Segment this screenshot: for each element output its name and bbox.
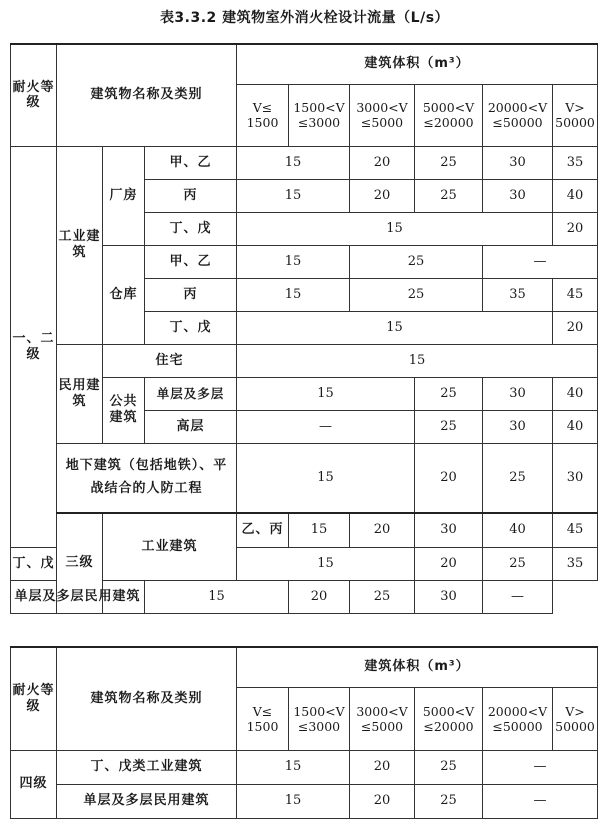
value-cell: 25 <box>415 750 483 784</box>
continuation-flow-table <box>10 646 598 819</box>
value-cell: 25 <box>483 547 553 580</box>
value-cell: — <box>483 580 553 613</box>
subcategory-public: 公共建筑 <box>103 377 145 443</box>
value-cell: 45 <box>553 278 598 311</box>
value-cell: 20 <box>350 750 415 784</box>
value-cell: 20 <box>553 212 598 245</box>
category-industrial: 工业建筑 <box>57 146 103 344</box>
hazard-jia-yi: 甲、乙 <box>145 146 237 179</box>
category-underground: 地下建筑（包括地铁）、平战结合的人防工程 <box>57 443 237 513</box>
value-cell: 25 <box>415 784 483 818</box>
volume-range-3: 3000<V ≤5000 <box>350 687 415 750</box>
value-cell: 20 <box>350 513 415 547</box>
category-civil: 民用建筑 <box>57 344 103 443</box>
value-cell: — <box>483 245 598 278</box>
value-cell: 15 <box>237 750 350 784</box>
value-cell: 30 <box>483 179 553 212</box>
building-name-header: 建筑物名称及类别 <box>57 44 237 146</box>
value-cell: 20 <box>553 311 598 344</box>
subcategory-warehouse: 仓库 <box>103 245 145 344</box>
g3-category-civil: 单层及多层民用建筑 <box>11 580 145 613</box>
value-cell: 15 <box>237 344 598 377</box>
value-cell: 30 <box>553 443 598 513</box>
value-cell: 20 <box>350 146 415 179</box>
fire-grade-header: 耐火等级 <box>11 647 57 750</box>
table-title: 表3.3.2 建筑物室外消火栓设计流量（L/s） <box>159 10 450 26</box>
value-cell: 45 <box>553 513 598 547</box>
hazard-ding-wu: 丁、戊 <box>145 212 237 245</box>
volume-range-1: V≤ 1500 <box>237 687 289 750</box>
public-high-rise: 高层 <box>145 410 237 443</box>
value-cell: 25 <box>415 377 483 410</box>
value-cell: 15 <box>145 580 289 613</box>
value-cell: 15 <box>237 377 415 410</box>
value-cell: 30 <box>483 410 553 443</box>
value-cell: 20 <box>289 580 350 613</box>
value-cell: 40 <box>553 410 598 443</box>
volume-range-5: 20000<V ≤50000 <box>483 84 553 146</box>
value-cell: 15 <box>237 245 350 278</box>
subcategory-residential: 住宅 <box>103 344 237 377</box>
volume-range-4: 5000<V ≤20000 <box>415 687 483 750</box>
value-cell: — <box>483 784 598 818</box>
value-cell: 15 <box>237 179 350 212</box>
value-cell: 30 <box>415 513 483 547</box>
value-cell: 35 <box>553 146 598 179</box>
fire-grade-header: 耐火等级 <box>11 44 57 146</box>
value-cell: 15 <box>237 311 553 344</box>
volume-range-5: 20000<V ≤50000 <box>483 687 553 750</box>
hazard-bing: 丙 <box>145 278 237 311</box>
building-name-header: 建筑物名称及类别 <box>57 647 237 750</box>
value-cell: 15 <box>237 146 350 179</box>
grade-4: 四级 <box>11 750 57 818</box>
public-single-multi: 单层及多层 <box>145 377 237 410</box>
value-cell: 40 <box>483 513 553 547</box>
subcategory-factory: 厂房 <box>103 146 145 245</box>
value-cell: — <box>237 410 415 443</box>
value-cell: 30 <box>483 146 553 179</box>
value-cell: 20 <box>350 784 415 818</box>
value-cell: 40 <box>553 179 598 212</box>
value-cell: 25 <box>350 580 415 613</box>
grade-3: 三级 <box>57 513 103 613</box>
volume-range-1: V≤ 1500 <box>237 84 289 146</box>
value-cell: 15 <box>237 547 415 580</box>
volume-range-6: V> 50000 <box>553 84 598 146</box>
volume-header: 建筑体积（m³） <box>237 647 598 687</box>
g4-category-civil: 单层及多层民用建筑 <box>57 784 237 818</box>
value-cell: 15 <box>237 784 350 818</box>
value-cell: 15 <box>289 513 350 547</box>
value-cell: 30 <box>415 580 483 613</box>
hazard-bing: 丙 <box>145 179 237 212</box>
value-cell: 35 <box>483 278 553 311</box>
volume-range-6: V> 50000 <box>553 687 598 750</box>
value-cell: 30 <box>483 377 553 410</box>
g4-category-industrial: 丁、戊类工业建筑 <box>57 750 237 784</box>
grade-1-2: 一、二级 <box>11 146 57 547</box>
value-cell: 20 <box>415 443 483 513</box>
hazard-ding-wu: 丁、戊 <box>145 311 237 344</box>
g3-category-industrial: 工业建筑 <box>103 513 237 580</box>
value-cell: 15 <box>237 443 415 513</box>
hazard-jia-yi: 甲、乙 <box>145 245 237 278</box>
hazard-ding-wu: 丁、戊 <box>11 547 57 580</box>
hazard-yi-bing: 乙、丙 <box>237 513 289 547</box>
value-cell: 25 <box>415 146 483 179</box>
value-cell: 20 <box>350 179 415 212</box>
value-cell: 25 <box>415 179 483 212</box>
value-cell: 25 <box>350 278 483 311</box>
volume-range-4: 5000<V ≤20000 <box>415 84 483 146</box>
value-cell: 15 <box>237 278 350 311</box>
value-cell: 40 <box>553 377 598 410</box>
value-cell: 35 <box>553 547 598 580</box>
value-cell: 25 <box>415 410 483 443</box>
value-cell: — <box>483 750 598 784</box>
main-flow-table <box>10 43 598 614</box>
volume-range-3: 3000<V ≤5000 <box>350 84 415 146</box>
volume-range-2: 1500<V ≤3000 <box>289 687 350 750</box>
value-cell: 25 <box>350 245 483 278</box>
volume-range-2: 1500<V ≤3000 <box>289 84 350 146</box>
value-cell: 15 <box>237 212 553 245</box>
value-cell: 20 <box>415 547 483 580</box>
value-cell: 25 <box>483 443 553 513</box>
volume-header: 建筑体积（m³） <box>237 44 598 84</box>
